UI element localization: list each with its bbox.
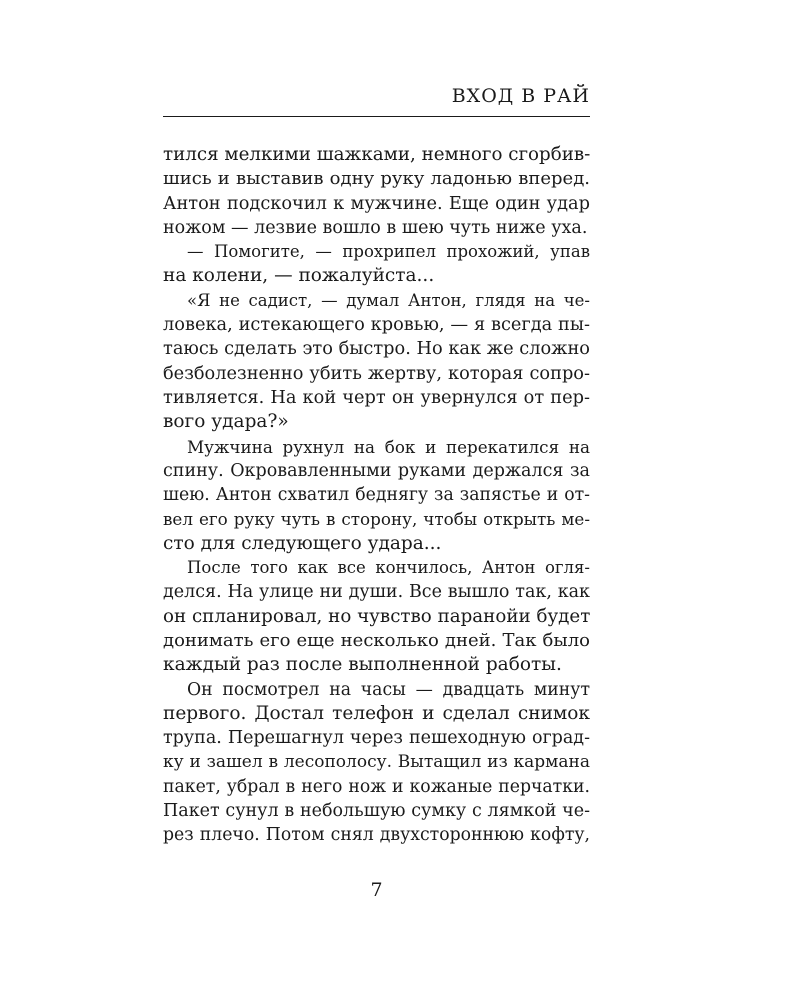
- header-rule: [163, 116, 590, 117]
- text-line: делся. На улице ни души. Все вышло так, как: [163, 582, 590, 603]
- text-line: таюсь сделать это быстро. Но как же сложно: [163, 339, 590, 360]
- text-line: Он посмотрел на часы — двадцать минут: [187, 679, 590, 700]
- text-line: донимать его еще несколько дней. Так было: [163, 629, 590, 651]
- text-line: шись и выставив одну руку ладонью вперед.: [163, 168, 590, 190]
- text-line: Мужчина рухнул на бок и перекатился на: [187, 436, 590, 457]
- text-line: на колени, — пожалуйста...: [163, 265, 435, 287]
- text-line: он спланировал, но чувство паранойи будет: [163, 605, 591, 627]
- text-line: Пакет сунул в небольшую сумку с лямкой че-: [163, 801, 590, 822]
- text-line: каждый раз после выполненной работы.: [163, 654, 562, 676]
- text-line: безболезненно убить жертву, которая сопро-: [163, 363, 590, 384]
- text-line: трупа. Перешагнул через пешеходную оград-: [163, 728, 590, 749]
- text-line: пакет, убрал в него нож и кожаные перчатки.: [163, 776, 590, 797]
- text-line: тился мелкими шажками, немного сгорбив-: [163, 144, 591, 165]
- text-line: сто для следующего удара...: [163, 532, 442, 554]
- text-line: — Помогите, — прохрипел прохожий, упав: [187, 242, 590, 262]
- text-line: ку и зашел в лесополосу. Вытащил из кармана: [163, 752, 590, 773]
- text-line: Антон подскочил к мужчине. Еще один удар: [163, 193, 590, 214]
- text-line: вого удара?»: [163, 411, 289, 433]
- page-number: 7: [370, 879, 383, 901]
- text-line: ловека, истекающего кровью, — я всегда пы-: [163, 315, 590, 336]
- text-line: После того как все кончилось, Антон огля-: [187, 558, 590, 578]
- running-title: ВХОД В РАЙ: [451, 85, 590, 107]
- body-text: [163, 143, 590, 848]
- text-line: «Я не садист, — думал Антон, глядя на че-: [187, 290, 590, 310]
- text-line: ножом — лезвие вошло в шею чуть ниже уха.: [163, 217, 588, 238]
- text-line: тивляется. На кой черт он увернулся от пер-: [163, 387, 590, 408]
- text-line: шею. Антон схватил беднягу за запястье и от-: [163, 485, 590, 506]
- text-line: спину. Окровавленными руками держался за: [163, 460, 590, 481]
- text-line: вел его руку чуть в сторону, чтобы открыть ме-: [163, 509, 590, 530]
- text-line: рез плечо. Потом снял двухстороннюю кофту,: [163, 825, 590, 846]
- text-line: первого. Достал телефон и сделал снимок: [163, 702, 590, 724]
